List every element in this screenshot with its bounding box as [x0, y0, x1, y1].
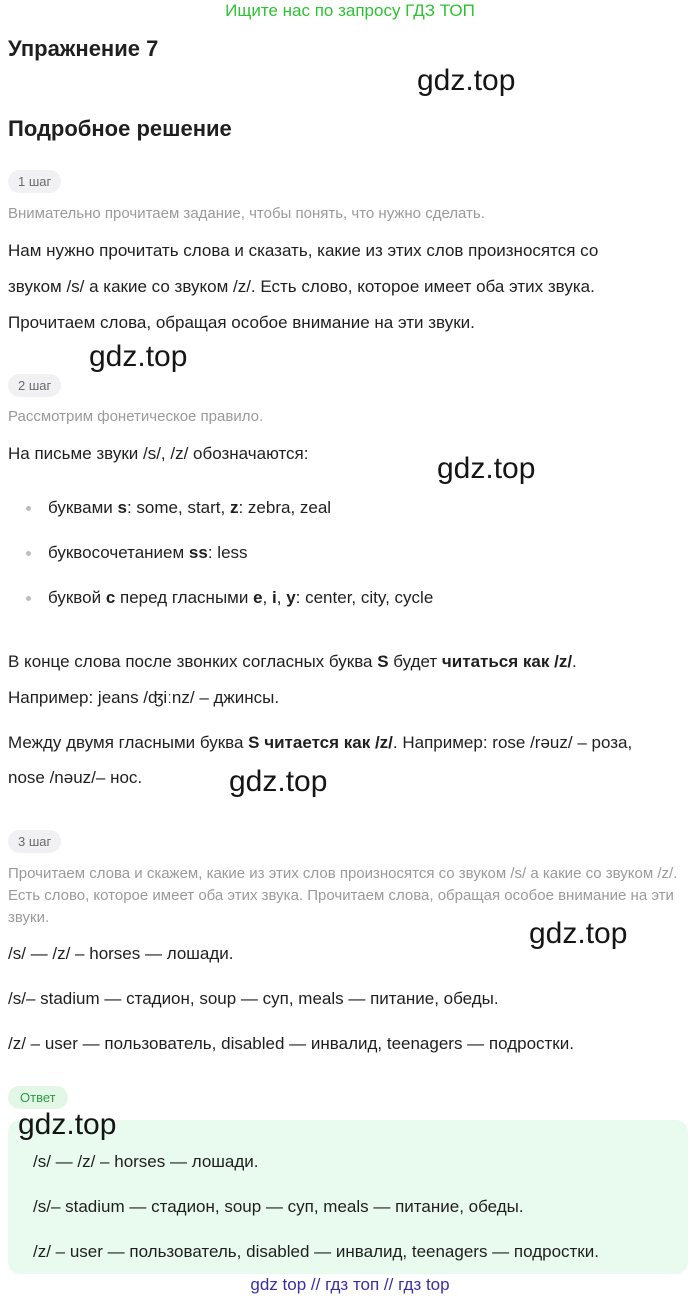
step-hint: Рассмотрим фонетическое правило.: [8, 408, 264, 425]
watermark: gdz.top: [437, 452, 536, 485]
text-line: /z/ – user — пользователь, disabled — инвалид, teenagers — подростки.: [8, 1034, 574, 1053]
solution-title: Подробное решение: [8, 116, 232, 141]
text-line: /s/– stadium — стадион, soup — суп, meals — питание, обеды.: [8, 989, 499, 1008]
rule-text: В конце слова после звонких согласных буква S будет читаться как /z/.: [8, 652, 577, 671]
bullet-item: буквой c перед гласными e, i, y: center, city, cycle: [48, 588, 434, 607]
exercise-title: Упражнение 7: [8, 36, 159, 61]
text-line: /s/ — /z/ – horses — лошади.: [8, 944, 234, 963]
watermark: gdz.top: [529, 917, 628, 950]
text-line: звуком /s/ а какие со звуком /z/. Есть слово, которое имеет оба этих звука.: [8, 277, 595, 296]
answer-line: /s/ — /z/ – horses — лошади.: [33, 1152, 259, 1171]
step-badge: 2 шаг: [8, 374, 61, 397]
bullet-dot: [26, 551, 31, 556]
watermark: gdz.top: [229, 765, 328, 798]
top-banner[interactable]: Ищите нас по запросу ГДЗ ТОП: [225, 1, 475, 20]
step-badge: 1 шаг: [8, 170, 61, 193]
footer-links[interactable]: gdz top // гдз топ // гдз top: [250, 1275, 450, 1294]
text-line: Прочитаем слова, обращая особое внимание на эти звуки.: [8, 313, 475, 332]
text-line: На письме звуки /s/, /z/ обозначаются:: [8, 444, 309, 463]
example-text: Например: jeans /ʤiːnz/ – джинсы.: [8, 688, 280, 707]
answer-badge: Ответ: [8, 1086, 68, 1109]
bullet-dot: [26, 506, 31, 511]
bullet-item: буквосочетанием ss: less: [48, 543, 248, 562]
example-text: nose /nəuz/– нос.: [8, 768, 143, 787]
step-hint: Прочитаем слова и скажем, какие из этих слов произносятся со звуком /s/ а какие со звуком /z/. Есть слово, которое имеет оба этих звука. Прочитаем слова, обращая особое внимание на эти звуки.: [8, 865, 678, 926]
answer-line: /s/– stadium — стадион, soup — суп, meals — питание, обеды.: [33, 1197, 524, 1216]
answer-line: /z/ – user — пользователь, disabled — инвалид, teenagers — подростки.: [33, 1242, 599, 1261]
bullet-dot: [26, 596, 31, 601]
watermark: gdz.top: [18, 1108, 117, 1141]
rule-text: Между двумя гласными буква S читается как /z/. Например: rose /rəuz/ – роза,: [8, 733, 633, 752]
watermark: gdz.top: [89, 340, 188, 373]
step-hint: Внимательно прочитаем задание, чтобы понять, что нужно сделать.: [8, 205, 485, 222]
text-line: Нам нужно прочитать слова и сказать, какие из этих слов произносятся со: [8, 241, 599, 260]
watermark: gdz.top: [417, 64, 516, 97]
step-badge: 3 шаг: [8, 830, 61, 853]
bullet-item: буквами s: some, start, z: zebra, zeal: [48, 498, 332, 517]
